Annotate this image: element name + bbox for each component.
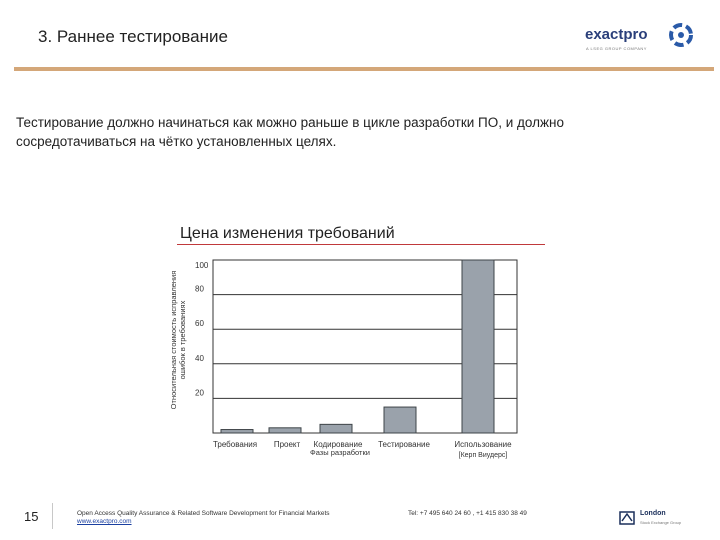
footer-phone: Tel: +7 495 640 24 60 , +1 415 830 38 49 (408, 510, 527, 517)
bar-2 (269, 428, 301, 433)
logo-tagline: A LSEG GROUP COMPANY (586, 46, 647, 51)
logo-wordmark: exactpro (585, 26, 648, 43)
y-tick-label: 100 (195, 261, 209, 270)
x-tick-label: Использование (454, 440, 512, 449)
chart-plot (160, 250, 540, 465)
footer-link[interactable]: www.exactpro.com (77, 518, 132, 525)
chart-title: Цена изменения требований (180, 225, 395, 242)
lse-subtitle: Stock Exchange Group (640, 520, 682, 525)
footer-description (77, 510, 330, 526)
lse-name: London (640, 510, 666, 517)
bar-5 (462, 260, 494, 433)
x-tick-label: Кодирование (313, 440, 363, 449)
y-tick-label: 80 (195, 284, 204, 294)
intro-text: Тестирование должно начинаться как можно раньше в цикле разработки ПО, и должно сосредотачиваться на чётко установленных целях. (16, 115, 565, 149)
bar-1 (221, 430, 253, 433)
x-tick-label: Требования (212, 440, 258, 449)
exactpro-mark-icon (669, 22, 693, 48)
slide-title: 3. Раннее тестирование (38, 27, 228, 46)
bar-4 (384, 407, 416, 433)
footer-divider (52, 503, 53, 529)
y-axis-label: Относительная стоимость исправления ошибок в требованиях (169, 270, 187, 410)
x-tick-label: Проект (273, 440, 301, 449)
bar-3 (320, 424, 352, 433)
x-axis-label: Фазы разработки (310, 448, 370, 457)
footer-tagline: Open Access Quality Assurance & Related Software Development for Financial Markets (77, 510, 330, 517)
lse-logo (618, 508, 682, 530)
page-number: 15 (24, 509, 39, 524)
x-tick-note: [Керп Виудерс] (458, 452, 508, 459)
lse-crest-icon (618, 508, 638, 528)
y-tick-label: 20 (195, 388, 204, 398)
exactpro-logo (585, 22, 695, 56)
chart-title-underline (177, 244, 545, 245)
y-tick-label: 60 (195, 319, 204, 329)
header-divider (14, 67, 714, 71)
y-tick-label: 40 (195, 353, 204, 363)
x-tick-label: Тестирование (378, 440, 430, 449)
